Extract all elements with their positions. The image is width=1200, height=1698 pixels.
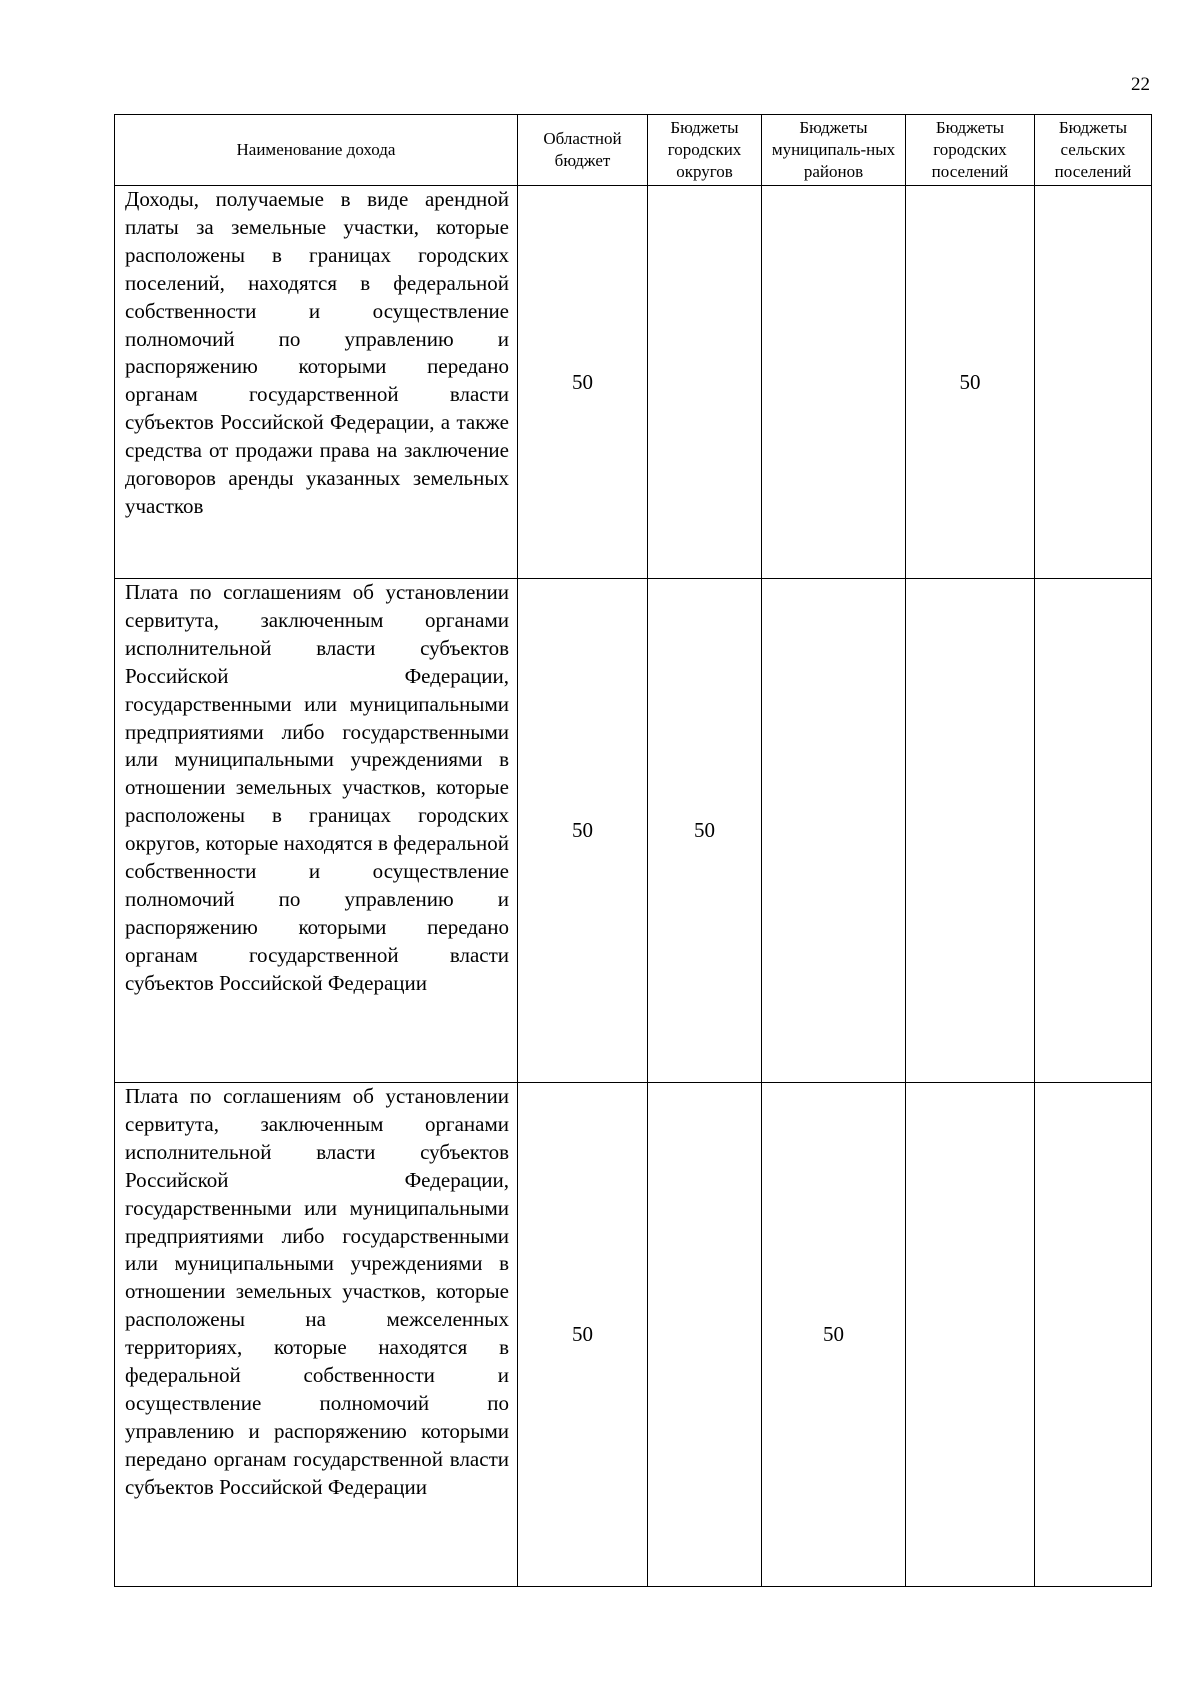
regional-share-cell: 50 — [518, 1083, 648, 1587]
page-number: 22 — [1131, 74, 1150, 95]
header-rural-settlements-budget: Бюджеты сельских поселений — [1035, 115, 1152, 186]
town-settlements-share-cell — [906, 579, 1035, 1083]
revenue-name-text: Плата по соглашениям об установлении сервитута, заключенным органами исполнительной власти субъектов Российской Федерации, государственными или муниципальными предприятиями либо государственными или муниципальными учреждениями в отношении земельных участков, которые расположены в границах городских округов, которые находятся в федеральной собственности и осуществление полномочий по управлению и распоряжению которыми передано органам государственной власти субъектов Российской Федерации — [125, 580, 509, 995]
table-row — [115, 186, 1152, 579]
regional-share-cell: 50 — [518, 579, 648, 1083]
urban-districts-share-cell — [648, 1083, 762, 1587]
header-urban-districts-budget: Бюджеты городских округов — [648, 115, 762, 186]
table-row — [115, 1083, 1152, 1587]
header-municipal-districts-budget: Бюджеты муниципаль-ных районов — [762, 115, 906, 186]
revenue-name-cell — [115, 1083, 518, 1587]
rural-settlements-share-cell — [1035, 579, 1152, 1083]
rural-settlements-share-cell — [1035, 1083, 1152, 1587]
header-regional-budget: Областной бюджет — [518, 115, 648, 186]
revenue-distribution-table — [114, 114, 1152, 1587]
municipal-districts-share-cell — [762, 579, 906, 1083]
table-header-row — [115, 115, 1152, 186]
town-settlements-share-cell — [906, 1083, 1035, 1587]
revenue-name-cell — [115, 579, 518, 1083]
rural-settlements-share-cell — [1035, 186, 1152, 579]
municipal-districts-share-cell: 50 — [762, 1083, 906, 1587]
urban-districts-share-cell: 50 — [648, 579, 762, 1083]
municipal-districts-share-cell — [762, 186, 906, 579]
revenue-name-text: Доходы, получаемые в виде арендной платы за земельные участки, которые расположены в границах городских поселений, находятся в федеральной собственности и осуществление полномочий по управлению и распоряжению которыми передано органам государственной власти субъектов Российской Федерации, а также средства от продажи права на заключение договоров аренды указанных земельных участков — [125, 187, 509, 518]
regional-share-cell: 50 — [518, 186, 648, 579]
header-revenue-name: Наименование дохода — [115, 115, 518, 186]
table-row — [115, 579, 1152, 1083]
revenue-name-cell — [115, 186, 518, 579]
town-settlements-share-cell: 50 — [906, 186, 1035, 579]
urban-districts-share-cell — [648, 186, 762, 579]
header-town-settlements-budget: Бюджеты городских поселений — [906, 115, 1035, 186]
revenue-name-text: Плата по соглашениям об установлении сервитута, заключенным органами исполнительной власти субъектов Российской Федерации, государственными или муниципальными предприятиями либо государственными или муниципальными учреждениями в отношении земельных участков, которые расположены на межселенных территориях, которые находятся в федеральной собственности и осуществление полномочий по управлению и распоряжению которыми передано органам государственной власти субъектов Российской Федерации — [125, 1084, 509, 1499]
